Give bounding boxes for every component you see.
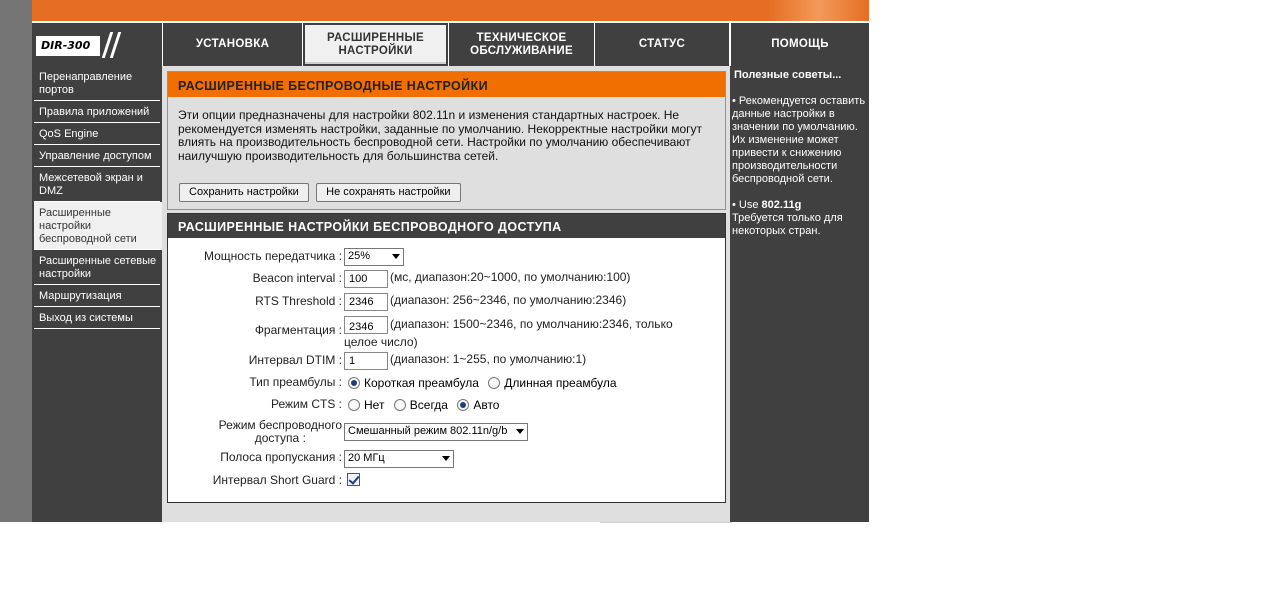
cts-auto-radio[interactable] (457, 399, 469, 411)
save-settings-button[interactable]: Сохранить настройки (179, 183, 309, 202)
setting-label: Интервал DTIM : (248, 353, 342, 367)
main-content (162, 66, 730, 522)
sidebar-item-port-forwarding[interactable]: Перенаправление портов (34, 66, 160, 101)
rts-threshold-input[interactable]: 2346 (344, 293, 388, 311)
setting-label: Фрагментация : (254, 323, 342, 337)
fragmentation-input[interactable]: 2346 (344, 316, 388, 334)
tab-label: УСТАНОВКА (195, 38, 270, 50)
bandwidth-select[interactable]: 20 МГц (344, 450, 454, 468)
router-admin-frame (32, 21, 869, 522)
radio-label: Длинная преамбула (504, 376, 617, 390)
wireless-settings-section (167, 213, 726, 503)
tab-label: ТЕХНИЧЕСКОЕ ОБСЛУЖИВАНИЕ (470, 31, 573, 57)
sidebar-item-advanced-network[interactable]: Расширенные сетевые настройки (34, 250, 160, 285)
chevron-down-icon (392, 254, 400, 259)
tab-maintenance[interactable] (449, 23, 594, 66)
chevron-down-icon (442, 456, 450, 461)
chevron-down-icon (516, 429, 524, 434)
radio-label: Короткая преамбула (364, 376, 479, 390)
setting-hint: (диапазон: 1500~2346, по умолчанию:2346, только целое число) (344, 317, 673, 349)
wireless-mode-select[interactable]: Смешанный режим 802.11n/g/b (344, 423, 528, 441)
tab-help[interactable] (731, 23, 869, 66)
help-tip: • Use 802.11g Требуется только для некоторых стран. (732, 199, 843, 237)
beacon-interval-input[interactable]: 100 (344, 270, 388, 288)
left-edge-strip (0, 0, 32, 522)
help-panel (730, 66, 869, 522)
short-guard-checkbox[interactable] (347, 473, 360, 486)
tab-status[interactable] (595, 23, 729, 66)
setting-label: Режим CTS : (271, 397, 342, 411)
section-title: РАСШИРЕННЫЕ БЕСПРОВОДНЫЕ НАСТРОЙКИ (168, 72, 725, 97)
setting-hint: (диапазон: 256~2346, по умолчанию:2346) (390, 293, 627, 307)
tx-power-select[interactable]: 25% (344, 248, 404, 266)
tab-label: СТАТУС (638, 38, 686, 50)
sidebar-item-advanced-wireless[interactable]: Расширенные настройки беспроводной сети (34, 202, 164, 250)
sidebar-item-routing[interactable]: Маршрутизация (34, 285, 160, 307)
sidebar-item-logout[interactable]: Выход из системы (34, 307, 160, 329)
help-title: Полезные советы... (734, 69, 842, 81)
setting-label: Интервал Short Guard : (212, 473, 342, 487)
dont-save-settings-button[interactable]: Не сохранять настройки (316, 183, 460, 202)
radio-label: Нет (364, 398, 385, 412)
divider (600, 522, 732, 523)
setting-hint: (диапазон: 1~255, по умолчанию:1) (390, 352, 587, 366)
setting-label: Тип преамбулы : (249, 375, 342, 389)
intro-section (167, 71, 726, 210)
setting-label: RTS Threshold : (255, 294, 342, 308)
sidebar-item-access-control[interactable]: Управление доступом (34, 145, 160, 167)
sidebar-item-qos-engine[interactable]: QoS Engine (34, 123, 160, 145)
tab-setup[interactable] (163, 23, 302, 66)
sidebar-item-firewall-dmz[interactable]: Межсетевой экран и DMZ (34, 167, 160, 202)
logo-text: DIR-300 (36, 36, 100, 56)
logo (32, 23, 162, 66)
setting-label: Beacon interval : (252, 271, 342, 285)
tab-label: РАСШИРЕННЫЕ НАСТРОЙКИ (327, 31, 424, 57)
help-tip: • Рекомендуется оставить данные настройки в значении по умолчанию. Их изменение может привести к снижению производительности беспроводной сети. (732, 95, 866, 185)
radio-label: Всегда (409, 398, 448, 412)
top-nav (32, 23, 869, 66)
section-title: РАСШИРЕННЫЕ НАСТРОЙКИ БЕСПРОВОДНОГО ДОСТУПА (168, 214, 725, 238)
sidebar (32, 66, 162, 522)
tab-advanced[interactable] (303, 23, 448, 66)
sidebar-item-app-rules[interactable]: Правила приложений (34, 101, 160, 123)
tab-label: ПОМОЩЬ (771, 38, 829, 50)
short-preamble-radio[interactable] (348, 377, 360, 389)
section-description: Эти опции предназначены для настройки 802.11n и изменения стандартных настроек. Не рекомендуется изменять настройки, заданные по умолчанию. Некорректные настройки могут влиять на производительность беспроводной сети. Настройки по умолчанию обеспечивают наилучшую производительность для большинства сетей. (178, 108, 703, 163)
cts-always-radio[interactable] (394, 399, 406, 411)
top-banner (32, 0, 869, 21)
setting-hint: (мс, диапазон:20~1000, по умолчанию:100) (390, 270, 631, 284)
button-row (179, 183, 465, 202)
long-preamble-radio[interactable] (488, 377, 500, 389)
setting-label: Мощность передатчика : (203, 249, 342, 263)
setting-label: Полоса пропускания : (220, 450, 342, 464)
radio-label: Авто (473, 398, 500, 412)
cts-none-radio[interactable] (348, 399, 360, 411)
setting-label: Режим беспроводного доступа : (218, 418, 342, 445)
dtim-interval-input[interactable]: 1 (344, 352, 388, 370)
